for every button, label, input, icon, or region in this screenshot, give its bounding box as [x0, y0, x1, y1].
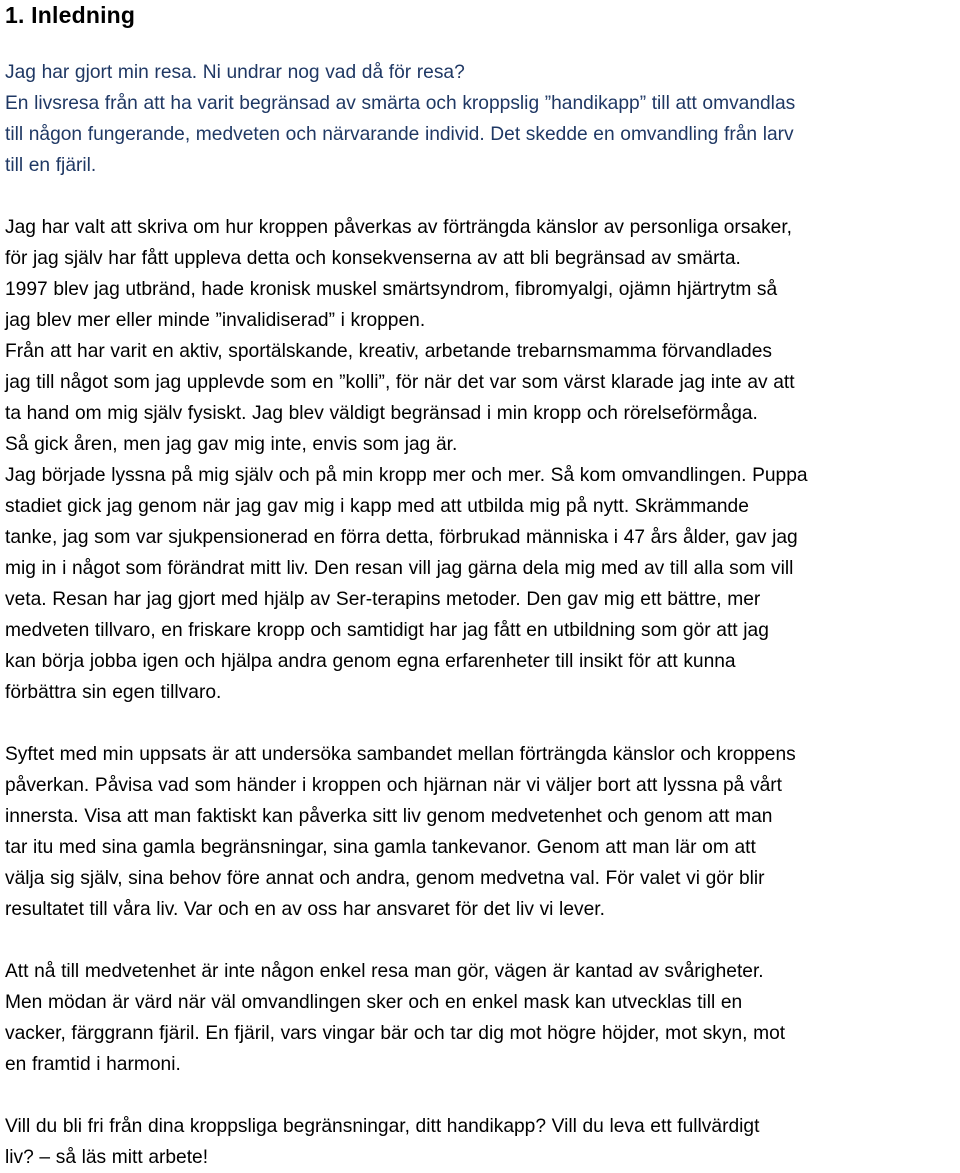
- paragraph-6: [5, 739, 956, 925]
- text-line: liv? – så läs mitt arbete!: [5, 1147, 209, 1168]
- text-line: Så gick åren, men jag gav mig inte, envis som jag är.: [5, 434, 458, 455]
- paragraph-0: [5, 57, 956, 181]
- text-line: vacker, färggrann fjäril. En fjäril, vars vingar bär och tar dig mot högre höjder, mot skyn, mot: [5, 1023, 786, 1044]
- paragraph-1: [5, 212, 956, 274]
- text-line: jag blev mer eller minde ”invalidiserad” i kroppen.: [5, 310, 426, 331]
- text-line: Vill du bli fri från dina kroppsliga begränsningar, ditt handikapp? Vill du leva ett fullvärdigt: [5, 1116, 760, 1137]
- text-line: ta hand om mig själv fysiskt. Jag blev väldigt begränsad i min kropp och rörelseförmåga.: [5, 403, 758, 424]
- paragraph-3: [5, 336, 956, 429]
- paragraph-5: [5, 460, 956, 708]
- text-line: Jag har gjort min resa. Ni undrar nog vad då för resa?: [5, 62, 465, 83]
- text-line: kan börja jobba igen och hjälpa andra genom egna erfarenheter till insikt för att kunna: [5, 651, 736, 672]
- text-line: för jag själv har fått uppleva detta och konsekvenserna av att bli begränsad av smärta.: [5, 248, 741, 269]
- section-heading: 1. Inledning: [5, 2, 136, 28]
- text-line: tanke, jag som var sjukpensionerad en förra detta, förbrukad människa i 47 års ålder, gav jag: [5, 527, 798, 548]
- text-line: en framtid i harmoni.: [5, 1054, 181, 1075]
- text-line: stadiet gick jag genom när jag gav mig i kapp med att utbilda mig på nytt. Skrämmande: [5, 496, 749, 517]
- text-line: Jag började lyssna på mig själv och på min kropp mer och mer. Så kom omvandlingen. Puppa: [5, 465, 808, 486]
- paragraph-2: [5, 274, 956, 336]
- body-block-1: [5, 212, 956, 708]
- text-line: påverkan. Påvisa vad som händer i kroppen och hjärnan när vi väljer bort att lyssna på vårt: [5, 775, 782, 796]
- closing-paragraph: [5, 1111, 956, 1173]
- text-line: resultatet till våra liv. Var och en av oss har ansvaret för det liv vi lever.: [5, 899, 605, 920]
- text-line: medveten tillvaro, en friskare kropp och samtidigt har jag fått en utbildning som gör att jag: [5, 620, 769, 641]
- text-line: innersta. Visa att man faktiskt kan påverka sitt liv genom medvetenhet och genom att man: [5, 806, 773, 827]
- text-line: veta. Resan har jag gjort med hjälp av Ser-terapins metoder. Den gav mig ett bättre, mer: [5, 589, 761, 610]
- text-line: Men mödan är värd när väl omvandlingen sker och en enkel mask kan utvecklas till en: [5, 992, 743, 1013]
- text-line: En livsresa från att ha varit begränsad av smärta och kroppslig ”handikapp” till att omvandlas: [5, 93, 796, 114]
- text-line: Från att har varit en aktiv, sportälskande, kreativ, arbetande trebarnsmamma förvandlades: [5, 341, 772, 362]
- text-line: jag till något som jag upplevde som en ”kolli”, för när det var som värst klarade jag inte av att: [5, 372, 795, 393]
- text-line: förbättra sin egen tillvaro.: [5, 682, 222, 703]
- text-line: Att nå till medvetenhet är inte någon enkel resa man gör, vägen är kantad av svårigheter.: [5, 961, 764, 982]
- paragraph-8: [5, 1111, 956, 1173]
- text-line: mig in i något som förändrat mitt liv. Den resan vill jag gärna dela mig med av till alla som vill: [5, 558, 794, 579]
- text-line: till någon fungerande, medveten och närvarande individ. Det skedde en omvandling från larv: [5, 124, 794, 145]
- text-line: till en fjäril.: [5, 155, 97, 176]
- text-line: välja sig själv, sina behov före annat och andra, genom medvetna val. För valet vi gör blir: [5, 868, 765, 889]
- text-line: 1997 blev jag utbränd, hade kronisk muskel smärtsyndrom, fibromyalgi, ojämn hjärtrytm så: [5, 279, 778, 300]
- paragraph-4: [5, 429, 956, 460]
- intro-paragraph: [5, 57, 956, 181]
- paragraph-7: [5, 956, 956, 1080]
- text-line: Syftet med min uppsats är att undersöka sambandet mellan förträngda känslor och kroppens: [5, 744, 796, 765]
- purpose-paragraph: [5, 739, 956, 925]
- awareness-paragraph: [5, 956, 956, 1080]
- text-line: tar itu med sina gamla begränsningar, sina gamla tankevanor. Genom att man lär om att: [5, 837, 756, 858]
- text-line: Jag har valt att skriva om hur kroppen påverkas av förträngda känslor av personliga orsaker,: [5, 217, 793, 238]
